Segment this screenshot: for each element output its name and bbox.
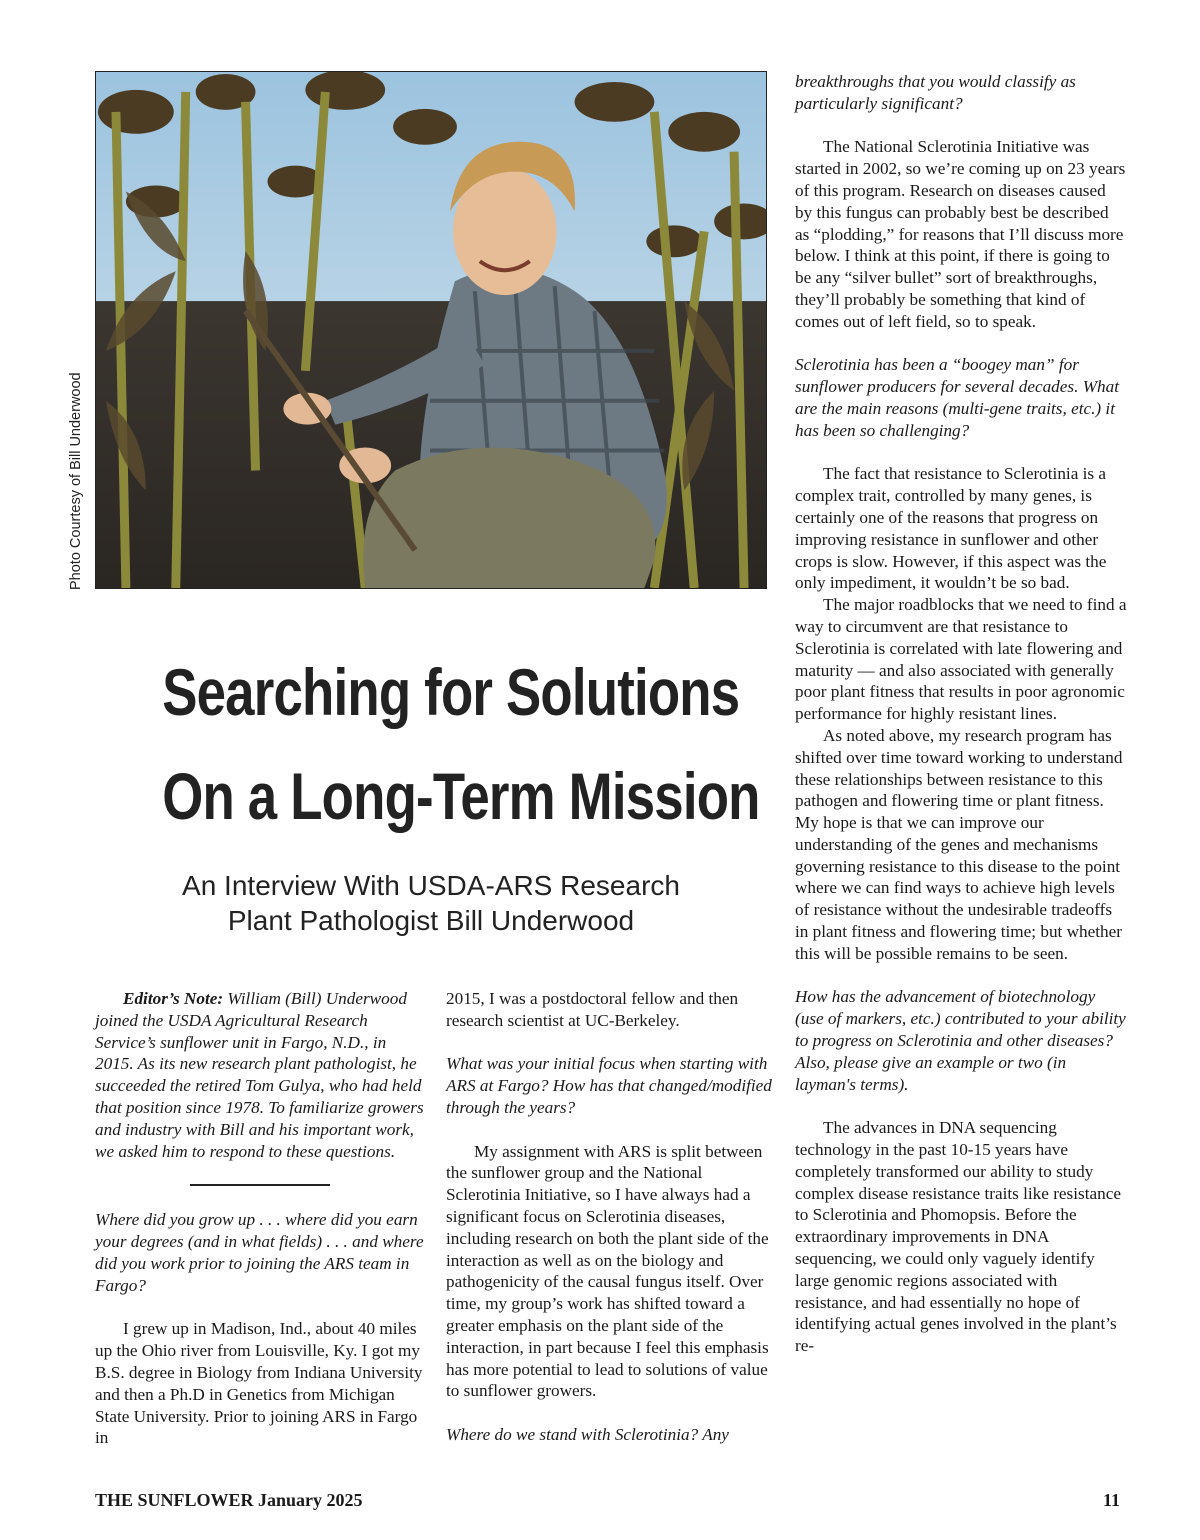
- answer-1: I grew up in Madison, Ind., about 40 miles up the Ohio river from Louisville, Ky. I got my B.S. degree in Biology from Indiana University and then a Ph.D in Genetics from Michigan State University. Prior to joining ARS in Fargo in: [95, 1319, 423, 1448]
- answer-1-continued: 2015, I was a postdoctoral fellow and then research scientist at UC-Berkeley.: [446, 989, 739, 1030]
- section-divider: [190, 1184, 330, 1186]
- question-1: Where did you grow up . . . where did you earn your degrees (and in what fields) . . . and where did you work prior to joining the ARS team in Fargo?: [95, 1210, 424, 1295]
- question-3-continued: breakthroughs that you would classify as particularly significant?: [795, 72, 1076, 113]
- answer-5: The advances in DNA sequencing technology in the past 10-15 years have completely transformed our ability to study complex disease resistance traits like resistance to Sclerotinia and Phomopsis. Before the extraordinary improvements in DNA sequencing, we could only vaguely identify large genomic regions associated with resistance, and had essentially no hope of identifying actual genes involved in the plant’s re-: [795, 1118, 1121, 1356]
- subheadline-line-2: Plant Pathologist Bill Underwood: [227, 905, 635, 936]
- question-3: Where do we stand with Sclerotinia? Any: [446, 1424, 729, 1444]
- headline-line-1: Searching for Solutions: [162, 655, 740, 729]
- editors-note-label: Editor’s Note:: [123, 989, 224, 1008]
- answer-4-paragraph-1: The fact that resistance to Sclerotinia is a complex trait, controlled by many genes, is certainly one of the reasons that progress on improving resistance in sunflower and other crops is slow. However, if this aspect was the only impediment, it wouldn’t be so bad.: [795, 464, 1107, 593]
- headline-line-2: On a Long-Term Mission: [162, 759, 760, 833]
- editors-note: [95, 988, 425, 1162]
- answer-4-paragraph-3: As noted above, my research program has shifted over time toward working to understand these relationships between resistance to this pathogen and flowering time or plant fitness. My hope is that we can improve our understanding of the genes and mechanisms governing resistance to this disease to the point where we can find ways to achieve high levels of resistance without the undesirable tradeoffs in plant fitness and flowering time; but whether this will be possible remains to be seen.: [795, 725, 1123, 963]
- article-column-2: [446, 988, 776, 1446]
- article-photo: [95, 71, 767, 589]
- subheadline-line-1: An Interview With USDA-ARS Research: [182, 870, 680, 901]
- photo-credit: Photo Courtesy of Bill Underwood: [68, 372, 84, 590]
- answer-3: The National Sclerotinia Initiative was started in 2002, so we’re coming up on 23 years of this program. Research on diseases caused by this fungus can probably best be described as “plodding,” for reasons that I’ll discuss more below. I think at this point, if there is going to be any “silver bullet” sort of breakthroughs, they’ll probably be something that kind of comes out of left field, so to speak.: [795, 137, 1126, 331]
- footer-publication: THE SUNFLOWER January 2025: [95, 1490, 363, 1510]
- subheadline: [95, 868, 767, 938]
- answer-4-paragraph-2: The major roadblocks that we need to find a way to circumvent are that resistance to Sclerotinia is correlated with late flowering and maturity — and also associated with generally poor plant fitness that results in poor agronomic performance for highly resistant lines.: [795, 595, 1127, 724]
- article-column-3: [795, 71, 1127, 1357]
- question-4: Sclerotinia has been a “boogey man” for sunflower producers for several decades. What are the main reasons (multi-gene traits, etc.) it has been so challenging?: [795, 355, 1119, 440]
- question-2: What was your initial focus when starting with ARS at Fargo? How has that changed/modified through the years?: [446, 1054, 772, 1117]
- editors-note-text: William (Bill) Underwood joined the USDA Agricultural Research Service’s sunflower unit in Fargo, N.D., in 2015. As its new research plant pathologist, he succeeded the retired Tom Gulya, who had held that position since 1978. To familiarize growers and industry with Bill and his important work, we asked him to respond to these questions.: [95, 989, 424, 1161]
- page-number: 11: [1102, 1490, 1120, 1510]
- headline: [95, 640, 767, 848]
- answer-2: My assignment with ARS is split between the sunflower group and the National Sclerotinia Initiative, so I have always had a significant focus on Sclerotinia diseases, including research on both the plant side of the interaction as well as on the biology and pathogenicity of the causal fungus itself. Over time, my group’s work has shifted toward a greater emphasis on the plant side of the interaction, in part because I feel this emphasis has more potential to lead to solutions of value to sunflower growers.: [446, 1141, 769, 1401]
- question-5: How has the advancement of biotechnology (use of markers, etc.) contributed to your ability to progress on Sclerotinia and other diseases? Also, please give an example or two (in layman's terms).: [795, 987, 1126, 1094]
- photo-illustration: [96, 72, 766, 588]
- article-column-1: [95, 988, 425, 1449]
